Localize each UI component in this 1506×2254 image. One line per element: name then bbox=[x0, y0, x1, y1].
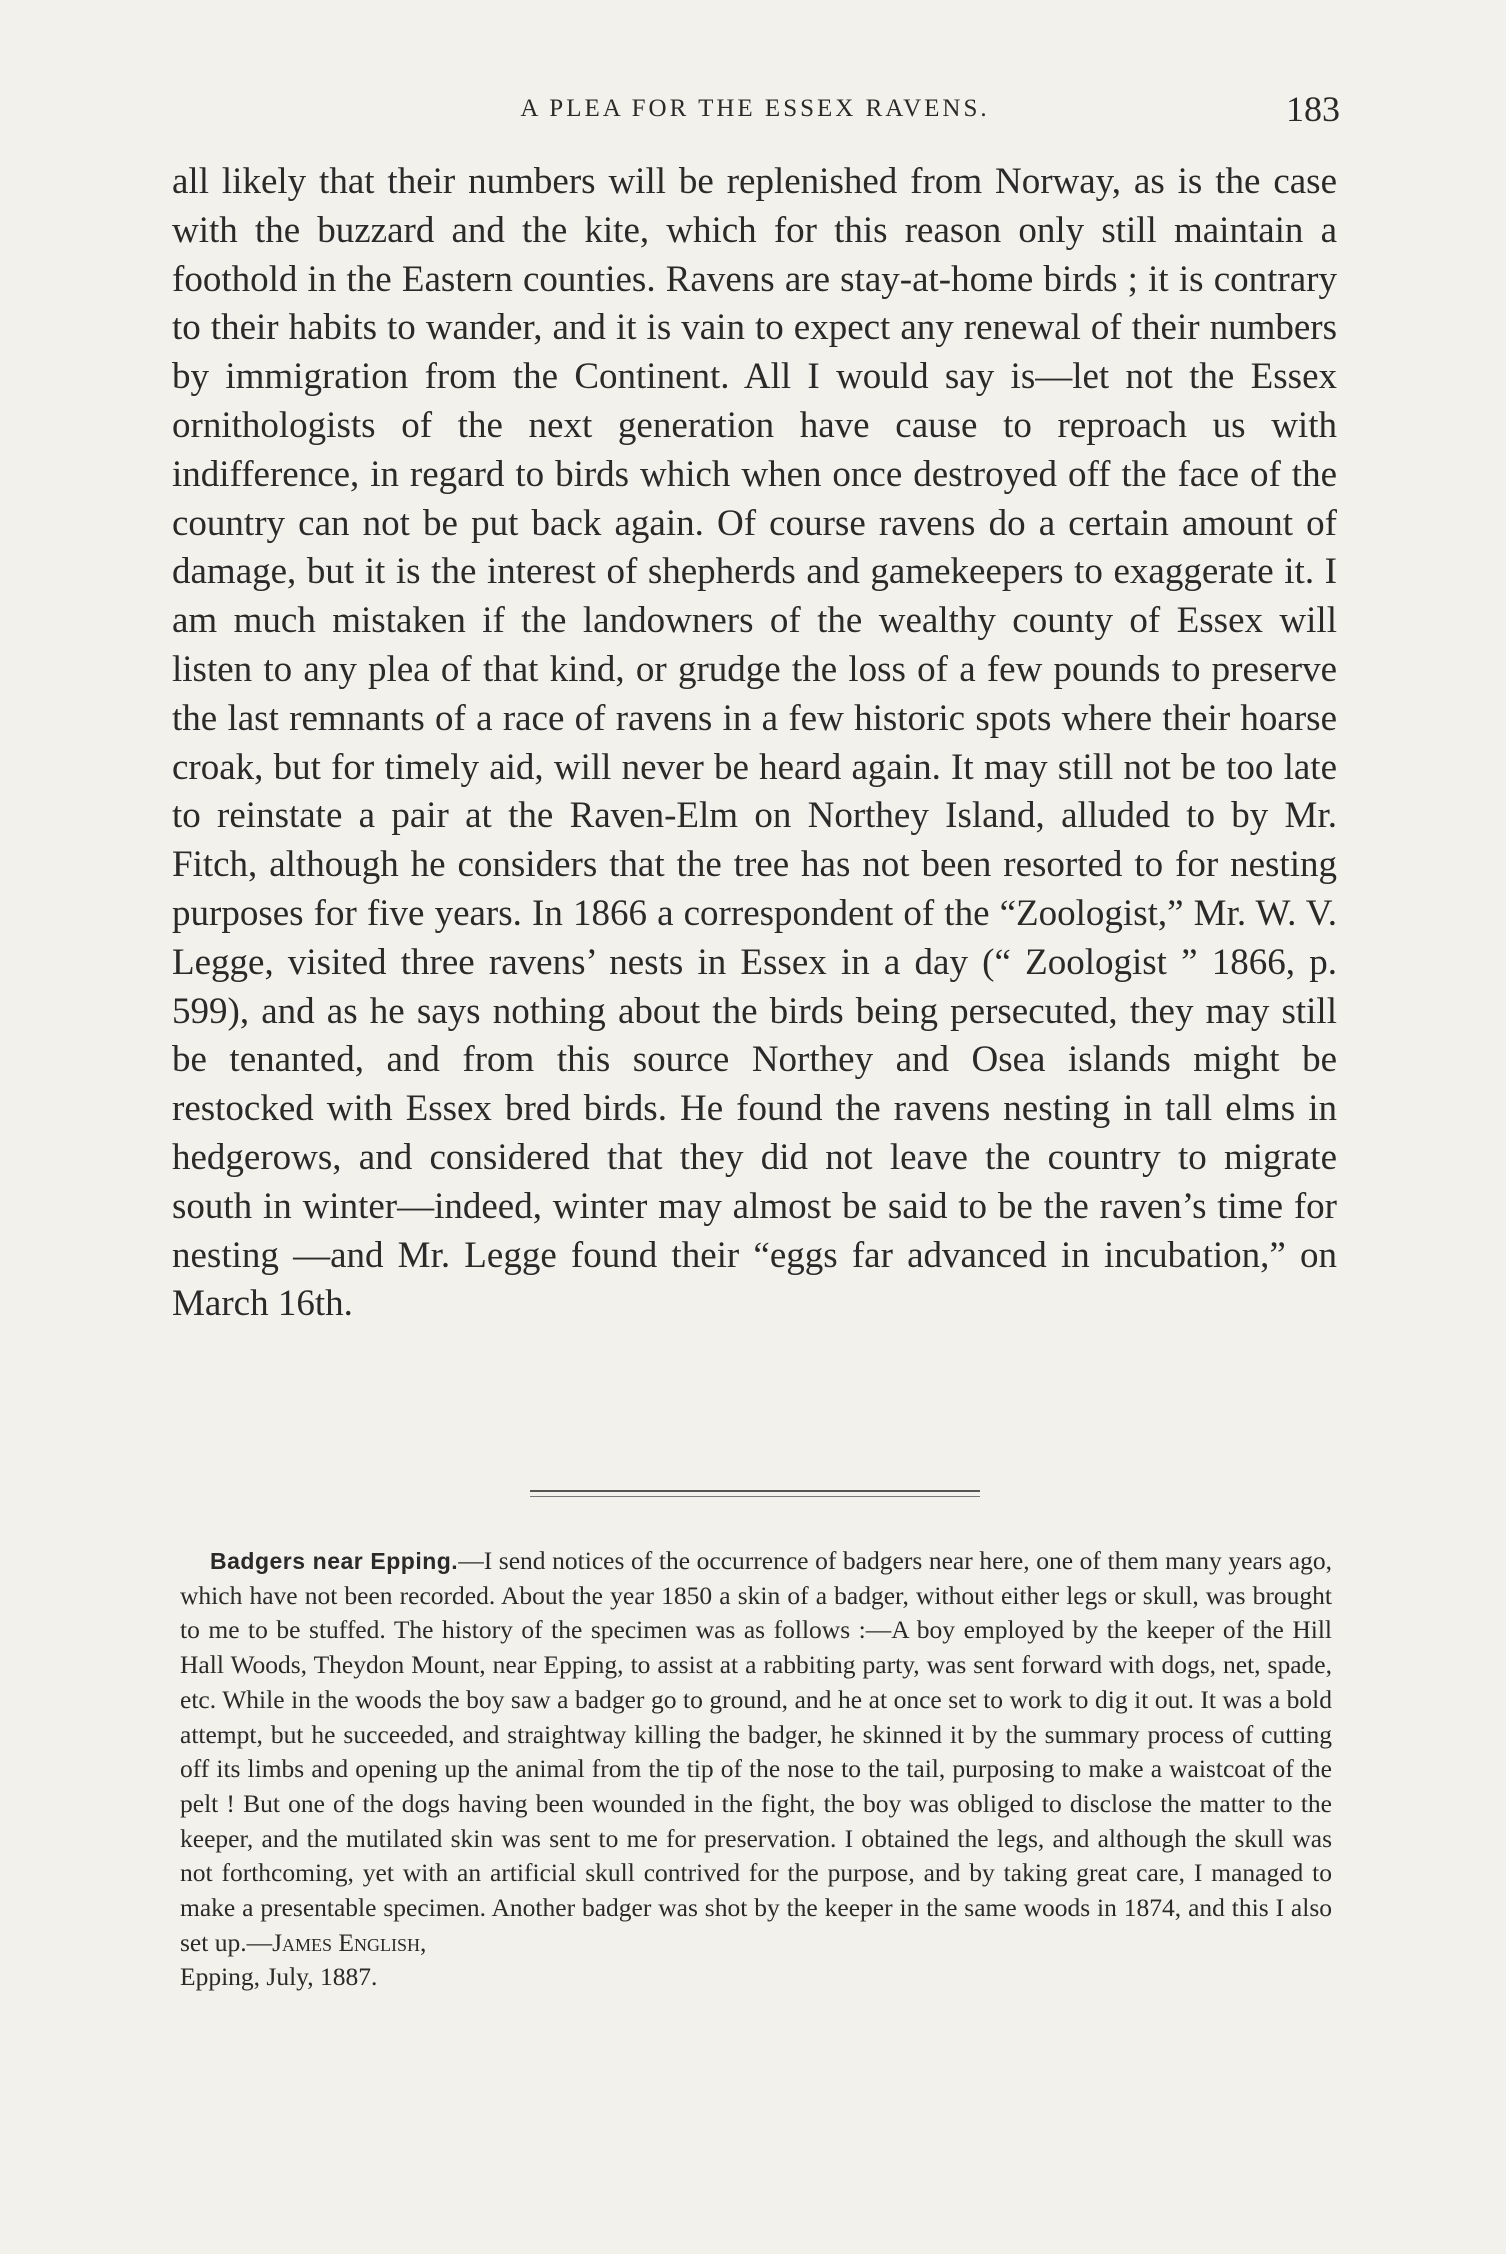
note-title: Badgers near Epping. bbox=[210, 1548, 459, 1574]
note-body: —I send notices of the occurrence of badgers near here, one of them many years ago, which have not been recorded. About the year 1850 a skin of a badger, without either legs or skull, was brought to me to be stuffed. The history of the specimen was as follows :—A boy employed by the keeper of the Hill Hall Woods, Theydon Mount, near Epping, to assist at a rabbiting party, was sent forward with dogs, net, spade, etc. While in the woods the boy saw a badger go to ground, and he at once set to work to dig it out. It was a bold attempt, but he succeeded, and straightway killing the badger, he skinned it by the summary process of cutting off its limbs and opening up the animal from the tip of the nose to the tail, purposing to make a waistcoat of the pelt ! But one of the dogs having been wounded in the fight, the boy was obliged to disclose the matter to the keeper, and the mutilated skin was sent to me for preservation. I obtained the legs, and although the skull was not forthcoming, yet with an artificial skull contrived for the purpose, and by taking great care, I managed to make a presentable specimen. Another badger was shot by the keeper in the same woods in 1874, and this I also set up.— bbox=[180, 1546, 1332, 1957]
divider-line bbox=[530, 1496, 980, 1497]
note-dateline: Epping, July, 1887. bbox=[180, 1962, 378, 1992]
note-signature: James English, bbox=[272, 1927, 427, 1957]
badger-note bbox=[180, 1544, 1332, 1995]
note-paragraph bbox=[180, 1544, 1332, 1995]
running-title: A PLEA FOR THE ESSEX RAVENS. bbox=[520, 95, 990, 122]
page-number: 183 bbox=[1286, 89, 1340, 129]
running-head bbox=[170, 84, 1340, 134]
divider-line bbox=[530, 1490, 980, 1492]
article-body bbox=[172, 158, 1337, 1329]
article-paragraph: all likely that their numbers will be replenished from Norway, as is the case with the buzzard and the kite, which for this reason only still maintain a foothold in the Eastern counties. Ravens are stay-at-home birds ; it is contrary to their habits to wander, and it is vain to expect any renewal of their numbers by immigration from the Continent. All I would say is—let not the Essex ornithologists of the next generation have cause to reproach us with indifference, in regard to birds which when once destroyed off the face of the country can not be put back again. Of course ravens do a certain amount of damage, but it is the interest of shepherds and gamekeepers to exaggerate it. I am much mistaken if the landowners of the wealthy county of Essex will listen to any plea of that kind, or grudge the loss of a few pounds to preserve the last remnants of a race of ravens in a few historic spots where their hoarse croak, but for timely aid, will never be heard again. It may still not be too late to reinstate a pair at the Raven-Elm on Northey Island, alluded to by Mr. Fitch, although he considers that the tree has not been resorted to for nesting purposes for five years. In 1866 a correspondent of the “Zoologist,” Mr. W. V. Legge, visited three ravens’ nests in Essex in a day (“ Zoologist ” 1866, p. 599), and as he says nothing about the birds being persecuted, they may still be tenanted, and from this source Northey and Osea islands might be restocked with Essex bred birds. He found the ravens nesting in tall elms in hedgerows, and considered that they did not leave the country to migrate south in winter—indeed, winter may almost be said to be the raven’s time for nesting —and Mr. Legge found their “eggs far advanced in incubation,” on March 16th. bbox=[172, 161, 1337, 1325]
